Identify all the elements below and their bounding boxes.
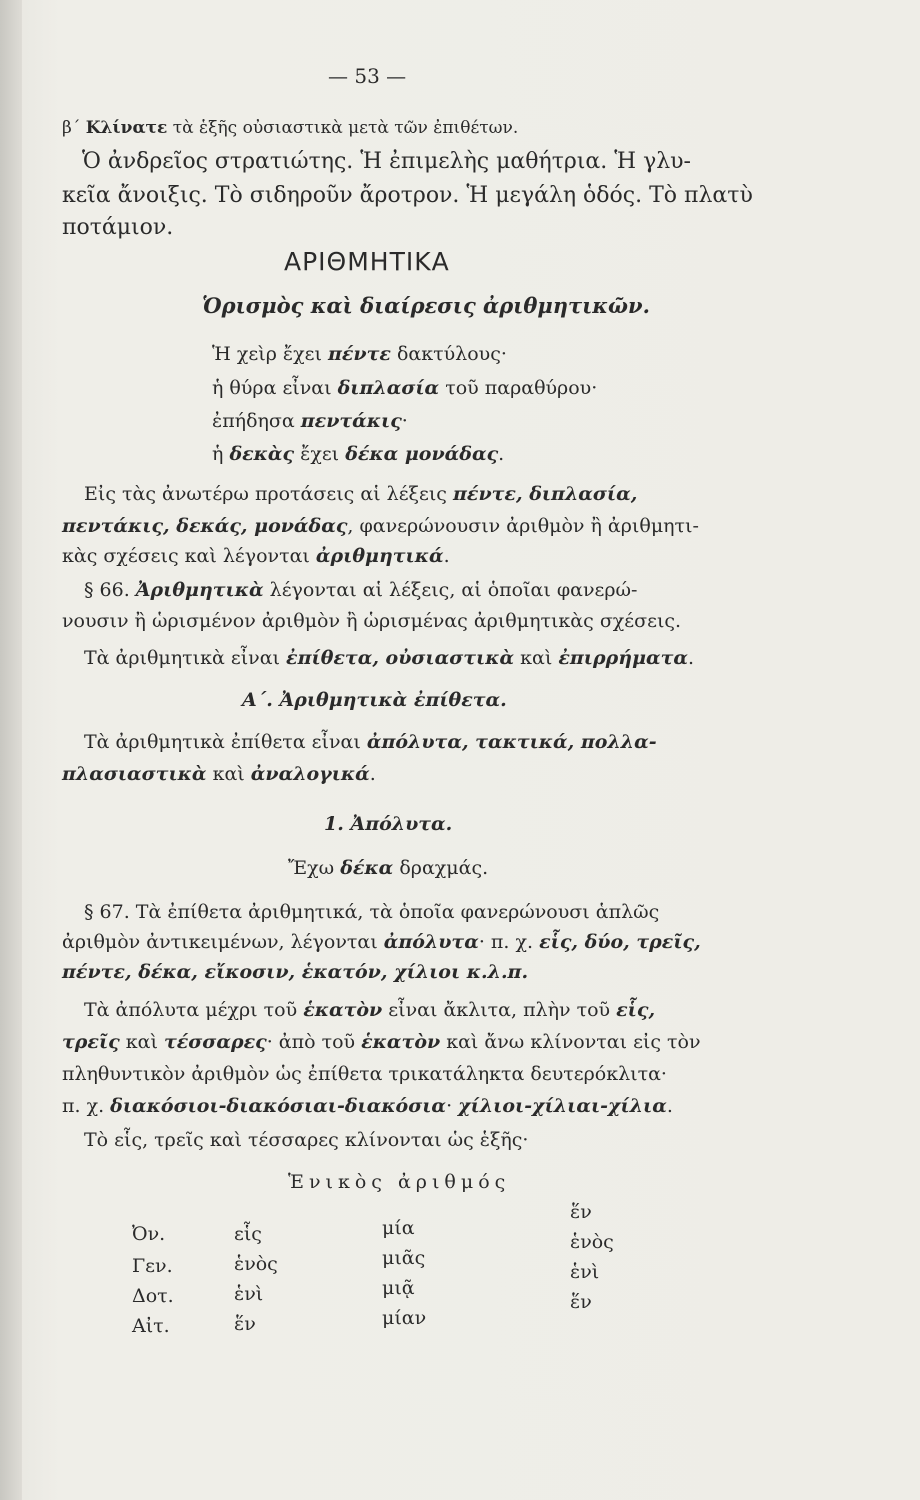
example-line-2	[212, 372, 597, 404]
para66-l3-mid: καὶ	[514, 647, 559, 669]
para66-line-3	[84, 642, 694, 674]
ex3-em: πεντάκις	[300, 410, 402, 432]
table-fem: μιᾷ	[382, 1277, 415, 1299]
para1-line-2	[62, 510, 699, 542]
ex1-pre: Ἡ χεὶρ ἔχει	[212, 343, 328, 365]
para66-l3-post: .	[688, 647, 695, 669]
para67-l2-em2: εἷς, δύο, τρεῖς,	[539, 931, 701, 953]
decl-l1-mid: εἶναι ἄκλιτα, πλὴν τοῦ	[382, 999, 617, 1021]
decl-l2-em: τρεῖς	[62, 1031, 120, 1053]
para67-line-1: § 67. Τὰ ἐπίθετα ἀριθμητικά, τὰ ὁποῖα φανερώνουσι ἁπλῶς	[84, 901, 660, 923]
para1-l2-em: πεντάκις, δεκάς, μονάδας	[62, 515, 348, 537]
ex4-post2: .	[498, 443, 505, 465]
para-last-line: Τὸ εἷς, τρεῖς καὶ τέσσαρες κλίνονται ὡς ἑξῆς·	[84, 1129, 529, 1151]
para66-l1-post: λέγονται αἱ λέξεις, αἱ ὁποῖαι φανερώ-	[263, 579, 638, 601]
para1-l1-pre: Εἰς τὰς ἀνωτέρω προτάσεις αἱ λέξεις	[84, 483, 453, 505]
ex4-post: ἔχει	[294, 443, 346, 465]
para1-l1-em: πέντε, διπλασία,	[452, 483, 638, 505]
decl-l2-mid: καὶ	[119, 1031, 164, 1053]
para-a-l1-em: ἀπόλυτα, τακτικά, πολλα-	[366, 731, 657, 753]
para66-line-1	[84, 574, 637, 606]
para-a-line-1	[84, 726, 657, 758]
decl-l4-em2: χίλιοι-χίλιαι-χίλια	[458, 1095, 667, 1117]
ex4-pre: ἡ	[212, 443, 230, 465]
subheading-a: Α΄. Ἀριθμητικὰ ἐπίθετα.	[242, 689, 507, 711]
table-masc: ἑνὸς	[234, 1253, 278, 1275]
ex3-pre: ἐπήδησα	[212, 410, 301, 432]
ex2-em: διπλασία	[337, 377, 440, 399]
ex3-post: ·	[401, 410, 408, 432]
table-fem: μίαν	[382, 1307, 427, 1329]
table-case: Δοτ.	[132, 1285, 174, 1307]
table-masc: εἷς	[234, 1223, 262, 1245]
para-decl-line-2	[62, 1026, 701, 1058]
para66-l3-em2: ἐπιρρήματα	[558, 647, 688, 669]
example-line-1	[212, 338, 507, 370]
exercise-rest: τὰ ἑξῆς οὐσιαστικὰ μετὰ τῶν ἐπιθέτων.	[167, 118, 519, 138]
table-case: Αἰτ.	[132, 1315, 170, 1337]
table-fem: μιᾶς	[382, 1247, 426, 1269]
page-binding-edge	[0, 0, 22, 1500]
para1-l2-post: , φανερώνουσιν ἀριθμὸν ἢ ἀριθμητι-	[347, 515, 699, 537]
decl-l2-mid2: · ἀπὸ τοῦ	[266, 1031, 362, 1053]
para66-line-2: νουσιν ἢ ὡρισμένον ἀριθμὸν ἢ ὡρισμένας ἀριθμητικὰς σχέσεις.	[62, 610, 682, 632]
table-neut: ἑνὸς	[570, 1231, 614, 1253]
para67-l3-em: πέντε, δέκα, εἴκοσιν, ἑκατόν, χίλιοι κ.λ.π.	[62, 961, 529, 983]
ex4-em2: δέκα μονάδας	[345, 443, 499, 465]
para-a-line-2	[62, 758, 376, 790]
para-a-l2-post: .	[369, 763, 376, 785]
decl-l2-em3: ἑκατὸν	[361, 1031, 441, 1053]
ex4-em: δεκὰς	[229, 443, 295, 465]
para67-l2-pre: ἀριθμὸν ἀντικειμένων, λέγονται	[62, 931, 384, 953]
decl-l1-pre: Τὰ ἀπόλυτα μέχρι τοῦ	[84, 999, 304, 1021]
decl-l4-em: διακόσιοι-διακόσιαι-διακόσια	[110, 1095, 447, 1117]
ex2-pre: ἡ θύρα εἶναι	[212, 377, 338, 399]
decl-l2-em2: τέσσαρες	[163, 1031, 267, 1053]
table-fem: μία	[382, 1217, 415, 1239]
para-decl-line-4	[62, 1090, 673, 1122]
para1-line-1	[84, 478, 637, 510]
table-neut: ἕν	[570, 1201, 592, 1223]
para1-l3-post: .	[443, 545, 450, 567]
para1-l3-pre: κὰς σχέσεις καὶ λέγονται	[62, 545, 316, 567]
table-neut: ἑνὶ	[570, 1261, 600, 1283]
para66-l3-em: ἐπίθετα, οὐσιαστικὰ	[286, 647, 515, 669]
para-a-l2-em2: ἀναλογικά	[250, 763, 370, 785]
decl-l4-mid: ·	[446, 1095, 459, 1117]
para67-l2-em: ἀπόλυτα	[383, 931, 479, 953]
table-neut: ἕν	[570, 1291, 592, 1313]
table-masc: ἑνὶ	[234, 1283, 264, 1305]
para66-l3-pre: Τὰ ἀριθμητικὰ εἶναι	[84, 647, 287, 669]
table-case: Γεν.	[132, 1255, 173, 1277]
subheading-1: 1. Ἀπόλυτα.	[324, 813, 453, 835]
table-case: Ὀν.	[132, 1223, 166, 1245]
ex1-em: πέντε	[327, 343, 391, 365]
exercise-line-1: Ὁ ἀνδρεῖος στρατιώτης. Ἡ ἐπιμελὴς μαθήτρια. Ἡ γλυ-	[82, 149, 691, 174]
decl-l2-post: καὶ ἄνω κλίνονται εἰς τὸν	[440, 1031, 701, 1053]
ex-2-em: δέκα	[340, 857, 394, 879]
para1-line-3	[62, 540, 450, 572]
example-line-4	[212, 438, 504, 470]
decl-l1-em: ἑκατὸν	[303, 999, 383, 1021]
para1-l3-em: ἀριθμητικά	[315, 545, 444, 567]
example-line-3	[212, 405, 408, 437]
exercise-instruction	[62, 112, 518, 144]
para66-l1-em: Ἀριθμητικὰ	[135, 579, 264, 601]
table-title: Ἑνικὸς ἀριθμός	[288, 1171, 511, 1193]
page-number: — 53 —	[328, 64, 407, 88]
para-a-l2-em: πλασιαστικὰ	[62, 763, 207, 785]
para-a-l1-pre: Τὰ ἀριθμητικὰ ἐπίθετα εἶναι	[84, 731, 367, 753]
section-title: ΑΡΙΘΜΗΤΙΚΑ	[284, 247, 450, 276]
exercise-bold-word: Κλίνατε	[85, 118, 168, 138]
ex2-post: τοῦ παραθύρου·	[439, 377, 598, 399]
ex1-post: δακτύλους·	[390, 343, 507, 365]
para67-line-3	[62, 956, 528, 988]
para-decl-line-3: πληθυντικὸν ἀριθμὸν ὡς ἐπίθετα τρικατάληκτα δευτερόκλιτα·	[62, 1063, 667, 1085]
decl-l4-post: .	[666, 1095, 673, 1117]
para66-l1-pre: § 66.	[84, 579, 136, 601]
exercise-line-3: ποτάμιον.	[62, 215, 174, 240]
para67-l2-post: · π. χ.	[478, 931, 540, 953]
example-2-line	[288, 852, 488, 884]
ex-2-pre: Ἔχω	[288, 857, 341, 879]
para67-line-2	[62, 926, 701, 958]
subsection-title: Ὁρισμὸς καὶ διαίρεσις ἀριθμητικῶν.	[202, 293, 650, 318]
exercise-label: β΄	[62, 118, 81, 138]
decl-l1-em2: εἷς,	[616, 999, 656, 1021]
exercise-line-2: κεῖα ἄνοιξις. Τὸ σιδηροῦν ἄροτρον. Ἡ μεγάλη ὁδός. Τὸ πλατὺ	[62, 183, 753, 208]
para-decl-line-1	[84, 994, 655, 1026]
ex-2-post: δραχμάς.	[393, 857, 489, 879]
para-a-l2-mid: καὶ	[206, 763, 251, 785]
table-masc: ἕν	[234, 1313, 256, 1335]
decl-l4-pre: π. χ.	[62, 1095, 111, 1117]
